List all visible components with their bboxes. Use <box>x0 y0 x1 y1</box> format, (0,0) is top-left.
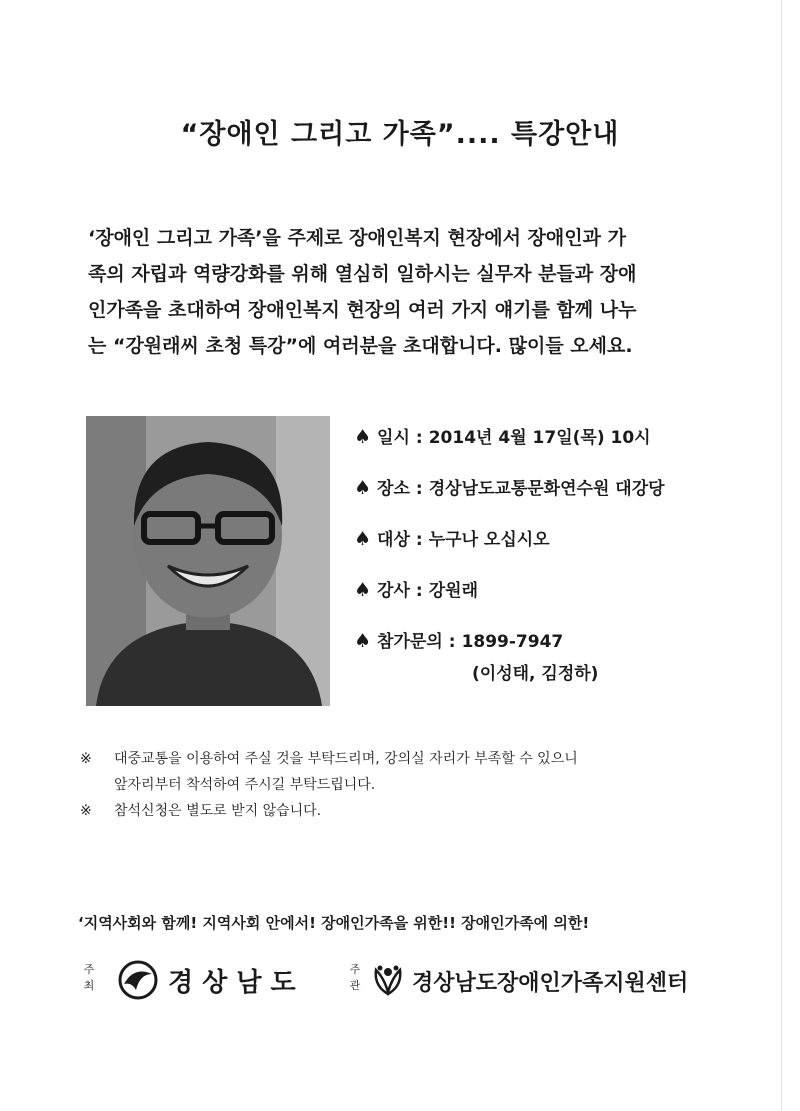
intro-line: 족의 자립과 역량강화를 위해 열심히 일하시는 실무자 분들과 장애 <box>88 263 637 285</box>
person-photo-icon <box>86 416 330 706</box>
info-contact-label: 참가문의 <box>377 632 443 652</box>
info-place: ♠ 장소 : 경상남도교통문화연수원 대강당 <box>354 477 665 499</box>
footer-orgs <box>82 960 722 1020</box>
spade-icon: ♠ <box>354 477 372 499</box>
spade-icon: ♠ <box>354 528 372 550</box>
reference-mark-icon: ※ <box>80 803 92 819</box>
note-line: 앞자리부터 착석하여 주시길 부탁드립니다. <box>114 777 376 793</box>
info-date-value: 2014년 4월 17일(목) 10시 <box>428 428 651 448</box>
center-logo-icon <box>370 962 406 998</box>
info-contact-names: (이성태, 김정하) <box>472 664 599 684</box>
event-info <box>354 420 734 684</box>
host-name: 경 상 남 도 <box>168 968 296 998</box>
slogan: ‘지역사회와 함께! 지역사회 안에서! 장애인가족을 위한!! 장애인가족에 의한! <box>78 914 590 932</box>
info-target: ♠ 대상 : 누구나 오십시오 <box>354 528 550 550</box>
info-speaker-label: 강사 <box>377 581 410 601</box>
host-role-top: 주 <box>83 963 95 976</box>
intro-line: 인가족을 초대하여 장애인복지 현장의 여러 가지 얘기를 함께 나누 <box>88 299 637 321</box>
info-speaker: ♠ 강사 : 강원래 <box>354 579 478 601</box>
info-target-label: 대상 <box>377 530 410 550</box>
info-date: ♠ 일시 : 2014년 4월 17일(목) 10시 <box>354 426 651 448</box>
intro-line: 는 “강원래씨 초청 특강”에 여러분을 초대합니다. 많이들 오세요. <box>88 335 633 357</box>
note-text: 참석신청은 별도로 받지 않습니다. <box>114 803 322 819</box>
spade-icon: ♠ <box>354 630 372 652</box>
note-line <box>80 798 720 824</box>
info-contact-value: 1899-7947 <box>461 632 564 652</box>
scan-edge <box>781 0 782 1111</box>
page-title: “장애인 그리고 가족”.... 특강안내 <box>180 119 620 150</box>
info-target-value: 누구나 오십시오 <box>428 530 550 550</box>
organizer-role <box>348 962 362 994</box>
spade-icon: ♠ <box>354 426 372 448</box>
organizer-role-top: 주 <box>349 963 361 976</box>
info-contact: ♠ 참가문의 : 1899-7947 <box>354 630 564 652</box>
gyeongnam-logo-icon <box>116 960 160 1000</box>
speaker-photo <box>86 416 330 706</box>
info-place-label: 장소 <box>377 479 410 499</box>
note-line <box>80 746 720 772</box>
spade-icon: ♠ <box>354 579 372 601</box>
info-speaker-value: 강원래 <box>428 581 478 601</box>
notes <box>80 746 720 824</box>
reference-mark-icon: ※ <box>80 751 92 767</box>
note-text: 대중교통을 이용하여 주실 것을 부탁드리며, 강의실 자리가 부족할 수 있으니 <box>114 751 578 767</box>
intro-paragraph <box>88 220 728 364</box>
info-date-label: 일시 <box>377 428 410 448</box>
organizer-role-bottom: 관 <box>349 979 361 992</box>
organizer-name: 경상남도장애인가족지원센터 <box>412 971 689 996</box>
host-role-bottom: 최 <box>83 979 95 992</box>
intro-line: ‘장애인 그리고 가족’을 주제로 장애인복지 현장에서 장애인과 가 <box>88 227 626 249</box>
host-role <box>82 962 96 994</box>
info-place-value: 경상남도교통문화연수원 대강당 <box>428 479 665 499</box>
